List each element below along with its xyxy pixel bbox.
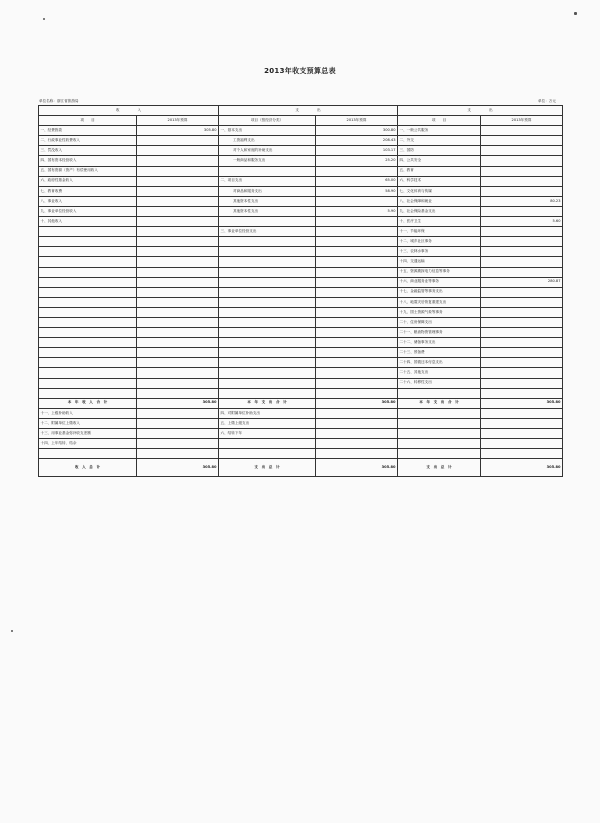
income-item: 九、事业单位经营收入 [39, 206, 137, 216]
expense-econ-value [316, 257, 398, 267]
expense-func-item: 十五、资源勘探电力信息等事务 [398, 267, 481, 277]
expense-econ-value [316, 368, 398, 378]
income-item [39, 338, 137, 348]
table-row [39, 348, 563, 358]
expense-func-item: 五、教育 [398, 166, 481, 176]
expense-func-value: 80.23 [481, 196, 563, 206]
table-row [39, 146, 563, 156]
income-value [137, 257, 219, 267]
expense-func-item: 十八、地震灾后恢复重建支出 [398, 297, 481, 307]
expense-econ-item: 其他资本性支出 [219, 206, 316, 216]
expense-econ-value [316, 378, 398, 388]
header-item-func: 项 目 [398, 116, 481, 126]
expense-func-value [481, 307, 563, 317]
table-row [39, 418, 563, 428]
expense-econ-value: 25.20 [316, 156, 398, 166]
table-row [39, 328, 563, 338]
table-row [39, 257, 563, 267]
income-value [137, 439, 219, 449]
expense-econ-value [316, 358, 398, 368]
expense-econ-item [219, 358, 316, 368]
expense-func-value [481, 348, 563, 358]
expense-econ-item: 其他资本性支出 [219, 196, 316, 206]
income-value [137, 388, 219, 398]
income-item: 十四、上年结转、结余 [39, 439, 137, 449]
table-row [39, 126, 563, 136]
expense-econ-value: 65.00 [316, 176, 398, 186]
income-value [137, 368, 219, 378]
income-value [137, 378, 219, 388]
expense-econ-value [316, 408, 398, 418]
expense-func-value: 5.60 [481, 217, 563, 227]
expense-func-item: 二十一、粮油物资管理事务 [398, 328, 481, 338]
expense-econ-value [316, 348, 398, 358]
expense-func-item: 十一、节能环保 [398, 227, 481, 237]
expense-econ-value [316, 277, 398, 287]
table-row [39, 247, 563, 257]
income-value [137, 328, 219, 338]
page-title: 2013年收支预算总表 [264, 67, 336, 75]
expense-func-value [481, 237, 563, 247]
income-item: 三、罚没收入 [39, 146, 137, 156]
income-item: 五、国有资源（资产）有偿使用收入 [39, 166, 137, 176]
expense-func-value [481, 368, 563, 378]
income-item [39, 307, 137, 317]
income-value [137, 186, 219, 196]
expense-econ-item [219, 277, 316, 287]
expense-func-item [398, 449, 481, 459]
expense-func-item [398, 418, 481, 428]
expense-econ-value [316, 196, 398, 206]
header-expense-econ: 支 出 [219, 106, 398, 116]
grand-total-row [39, 459, 563, 477]
expense-func-value [481, 388, 563, 398]
income-value [137, 217, 219, 227]
income-item: 四、国有资本经营收入 [39, 156, 137, 166]
expense-func-item: 十九、国土资源气象等事务 [398, 307, 481, 317]
expense-func-item [398, 408, 481, 418]
income-item: 二、行政事业性收费收入 [39, 136, 137, 146]
income-item [39, 287, 137, 297]
table-row [39, 449, 563, 459]
expense-econ-item: 一般商品和服务支出 [219, 156, 316, 166]
grand-expense-total-value: 305.80 [316, 459, 398, 477]
income-value [137, 196, 219, 206]
expense-func-item [398, 429, 481, 439]
table-row [39, 237, 563, 247]
table-row [39, 317, 563, 327]
income-item [39, 388, 137, 398]
expense-econ-item: 四、对附属单位补助支出 [219, 408, 316, 418]
income-value [137, 449, 219, 459]
table-row [39, 217, 563, 227]
expense-econ-item [219, 257, 316, 267]
grand-expense-total-value-2: 305.80 [481, 459, 563, 477]
expense-econ-value [316, 328, 398, 338]
income-value [137, 237, 219, 247]
expense-func-value [481, 429, 563, 439]
header-item-econ: 项目（按经济分类） [219, 116, 316, 126]
expense-econ-item [219, 317, 316, 327]
expense-func-value [481, 338, 563, 348]
expense-func-value [481, 267, 563, 277]
expense-econ-value: 5.90 [316, 206, 398, 216]
expense-func-item: 十三、农林水事务 [398, 247, 481, 257]
expense-func-item: 十四、交通运输 [398, 257, 481, 267]
header-expense-func: 支 出 [398, 106, 563, 116]
expense-econ-value [316, 449, 398, 459]
income-value [137, 146, 219, 156]
income-value [137, 206, 219, 216]
year-income-total-value: 305.80 [137, 398, 219, 408]
grand-expense-total-label-2: 支 出 总 计 [398, 459, 481, 477]
expense-func-value [481, 287, 563, 297]
income-item [39, 368, 137, 378]
expense-func-value [481, 378, 563, 388]
table-row [39, 297, 563, 307]
expense-func-value [481, 247, 563, 257]
expense-econ-value [316, 418, 398, 428]
expense-func-item: 二十四、国债还本付息支出 [398, 358, 481, 368]
expense-econ-item: 对商品和服务支出 [219, 186, 316, 196]
expense-func-value [481, 176, 563, 186]
expense-econ-item [219, 267, 316, 277]
expense-econ-item [219, 378, 316, 388]
income-value: 305.80 [137, 126, 219, 136]
expense-func-value [481, 439, 563, 449]
table-row [39, 136, 563, 146]
expense-func-item: 三、国防 [398, 146, 481, 156]
expense-econ-item: 五、上缴上级支出 [219, 418, 316, 428]
year-expense-total-value: 305.80 [316, 398, 398, 408]
expense-func-item: 四、公共安全 [398, 156, 481, 166]
income-item [39, 237, 137, 247]
income-item [39, 297, 137, 307]
expense-econ-item: 三、事业单位经营支出 [219, 227, 316, 237]
expense-econ-item [219, 368, 316, 378]
income-item [39, 328, 137, 338]
expense-func-value [481, 206, 563, 216]
income-value [137, 338, 219, 348]
expense-econ-item [219, 166, 316, 176]
expense-econ-value: 300.80 [316, 126, 398, 136]
expense-func-item: 十六、商业服务业等事务 [398, 277, 481, 287]
income-value [137, 297, 219, 307]
header-item: 项 目 [39, 116, 137, 126]
income-item [39, 277, 137, 287]
income-item [39, 378, 137, 388]
income-value [137, 287, 219, 297]
year-expense-total-label-2: 本 年 支 出 合 计 [398, 398, 481, 408]
header-budget: 2013年预算 [481, 116, 563, 126]
income-item [39, 358, 137, 368]
expense-econ-item [219, 307, 316, 317]
header-budget: 2013年预算 [316, 116, 398, 126]
income-item [39, 257, 137, 267]
income-item: 八、事业收入 [39, 196, 137, 206]
expense-econ-item: 一、基本支出 [219, 126, 316, 136]
table-row [39, 338, 563, 348]
expense-func-value [481, 156, 563, 166]
expense-func-value [481, 136, 563, 146]
header-income: 收 入 [39, 106, 219, 116]
scan-speck [43, 18, 45, 20]
income-value [137, 267, 219, 277]
table-row [39, 227, 563, 237]
income-value [137, 247, 219, 257]
expense-func-value [481, 297, 563, 307]
expense-func-item: 二十、住房保障支出 [398, 317, 481, 327]
income-value [137, 166, 219, 176]
expense-func-item: 六、科学技术 [398, 176, 481, 186]
expense-econ-item [219, 439, 316, 449]
expense-econ-item [219, 297, 316, 307]
header-row-2 [39, 116, 563, 126]
expense-func-value [481, 166, 563, 176]
expense-econ-value [316, 317, 398, 327]
income-value [137, 176, 219, 186]
expense-econ-value [316, 166, 398, 176]
income-item: 一、经费拨款 [39, 126, 137, 136]
expense-econ-item [219, 217, 316, 227]
expense-func-item: 十、医疗卫生 [398, 217, 481, 227]
expense-func-value [481, 146, 563, 156]
expense-econ-item: 二、项目支出 [219, 176, 316, 186]
expense-econ-item [219, 338, 316, 348]
expense-func-value [481, 408, 563, 418]
income-item [39, 267, 137, 277]
year-income-total-label: 本 年 收 入 合 计 [39, 398, 137, 408]
table-row [39, 307, 563, 317]
table-row [39, 408, 563, 418]
expense-func-item [398, 388, 481, 398]
expense-func-item: 八、社会保障和就业 [398, 196, 481, 206]
table-row [39, 378, 563, 388]
income-item: 十三、用事业基金弥补收支差额 [39, 429, 137, 439]
budget-table [38, 105, 563, 477]
expense-econ-value: 208.43 [316, 136, 398, 146]
table-row [39, 176, 563, 186]
grand-income-total-label: 收 入 总 计 [39, 459, 137, 477]
unit-name: 单位名称：浙江省旅游局 [39, 99, 79, 103]
expense-econ-item: 对个人和家庭的补助支出 [219, 146, 316, 156]
income-item: 七、教育收费 [39, 186, 137, 196]
expense-econ-value: 103.17 [316, 146, 398, 156]
expense-func-value [481, 449, 563, 459]
expense-func-item [398, 439, 481, 449]
table-row [39, 156, 563, 166]
expense-econ-value [316, 227, 398, 237]
income-item: 十一、上级补助收入 [39, 408, 137, 418]
expense-func-value [481, 358, 563, 368]
table-row [39, 166, 563, 176]
expense-func-value: 280.87 [481, 277, 563, 287]
table-row [39, 287, 563, 297]
income-value [137, 408, 219, 418]
expense-econ-value [316, 388, 398, 398]
table-row [39, 368, 563, 378]
expense-econ-value [316, 237, 398, 247]
income-value [137, 307, 219, 317]
income-value [137, 317, 219, 327]
income-value [137, 136, 219, 146]
table-row [39, 196, 563, 206]
unit-label: 单位：万元 [538, 99, 556, 103]
income-item [39, 449, 137, 459]
year-expense-total-label: 本 年 支 出 合 计 [219, 398, 316, 408]
expense-func-item: 二十三、预备费 [398, 348, 481, 358]
expense-func-item: 七、文化体育与传媒 [398, 186, 481, 196]
expense-econ-value [316, 429, 398, 439]
income-value [137, 418, 219, 428]
header-budget: 2013年预算 [137, 116, 219, 126]
income-item [39, 227, 137, 237]
expense-func-item: 二十五、其他支出 [398, 368, 481, 378]
expense-econ-item [219, 247, 316, 257]
expense-func-item: 二十六、转移性支出 [398, 378, 481, 388]
income-value [137, 156, 219, 166]
expense-econ-item [219, 449, 316, 459]
year-total-row [39, 398, 563, 408]
income-item: 十二、附属单位上缴收入 [39, 418, 137, 428]
table-row [39, 277, 563, 287]
table-row [39, 358, 563, 368]
expense-econ-item [219, 348, 316, 358]
expense-func-item: 十七、金融监管等事务支出 [398, 287, 481, 297]
expense-func-item: 一、一般公共服务 [398, 126, 481, 136]
income-value [137, 277, 219, 287]
income-value [137, 348, 219, 358]
expense-econ-value [316, 439, 398, 449]
expense-econ-item: 六、结转下年 [219, 429, 316, 439]
expense-func-value [481, 186, 563, 196]
header-row-1 [39, 106, 563, 116]
expense-econ-value [316, 267, 398, 277]
income-item: 十、其他收入 [39, 217, 137, 227]
expense-econ-item [219, 237, 316, 247]
expense-func-value [481, 328, 563, 338]
grand-expense-total-label: 支 出 总 计 [219, 459, 316, 477]
table-row [39, 439, 563, 449]
expense-econ-value [316, 217, 398, 227]
expense-func-item: 十二、城乡社区事务 [398, 237, 481, 247]
table-row [39, 186, 563, 196]
income-item [39, 348, 137, 358]
expense-econ-item [219, 328, 316, 338]
expense-func-value [481, 418, 563, 428]
scan-speck [574, 12, 577, 15]
expense-econ-value [316, 338, 398, 348]
table-row [39, 388, 563, 398]
expense-func-value [481, 126, 563, 136]
income-item [39, 247, 137, 257]
expense-func-item: 二十二、储备事务支出 [398, 338, 481, 348]
table-row [39, 206, 563, 216]
income-value [137, 429, 219, 439]
expense-econ-value: 58.90 [316, 186, 398, 196]
expense-econ-value [316, 287, 398, 297]
income-value [137, 227, 219, 237]
expense-econ-value [316, 297, 398, 307]
income-item [39, 317, 137, 327]
expense-econ-value [316, 307, 398, 317]
expense-func-item: 二、外交 [398, 136, 481, 146]
expense-econ-item [219, 388, 316, 398]
income-item: 六、政府性基金收入 [39, 176, 137, 186]
expense-func-item: 九、社会保险基金支出 [398, 206, 481, 216]
year-expense-total-value-2: 305.80 [481, 398, 563, 408]
expense-econ-value [316, 247, 398, 257]
table-row [39, 267, 563, 277]
expense-func-value [481, 317, 563, 327]
expense-econ-item: 工资福利支出 [219, 136, 316, 146]
table-row [39, 429, 563, 439]
expense-func-value [481, 227, 563, 237]
expense-econ-item [219, 287, 316, 297]
scan-speck [11, 630, 13, 632]
grand-income-total-value: 305.80 [137, 459, 219, 477]
income-value [137, 358, 219, 368]
expense-func-value [481, 257, 563, 267]
